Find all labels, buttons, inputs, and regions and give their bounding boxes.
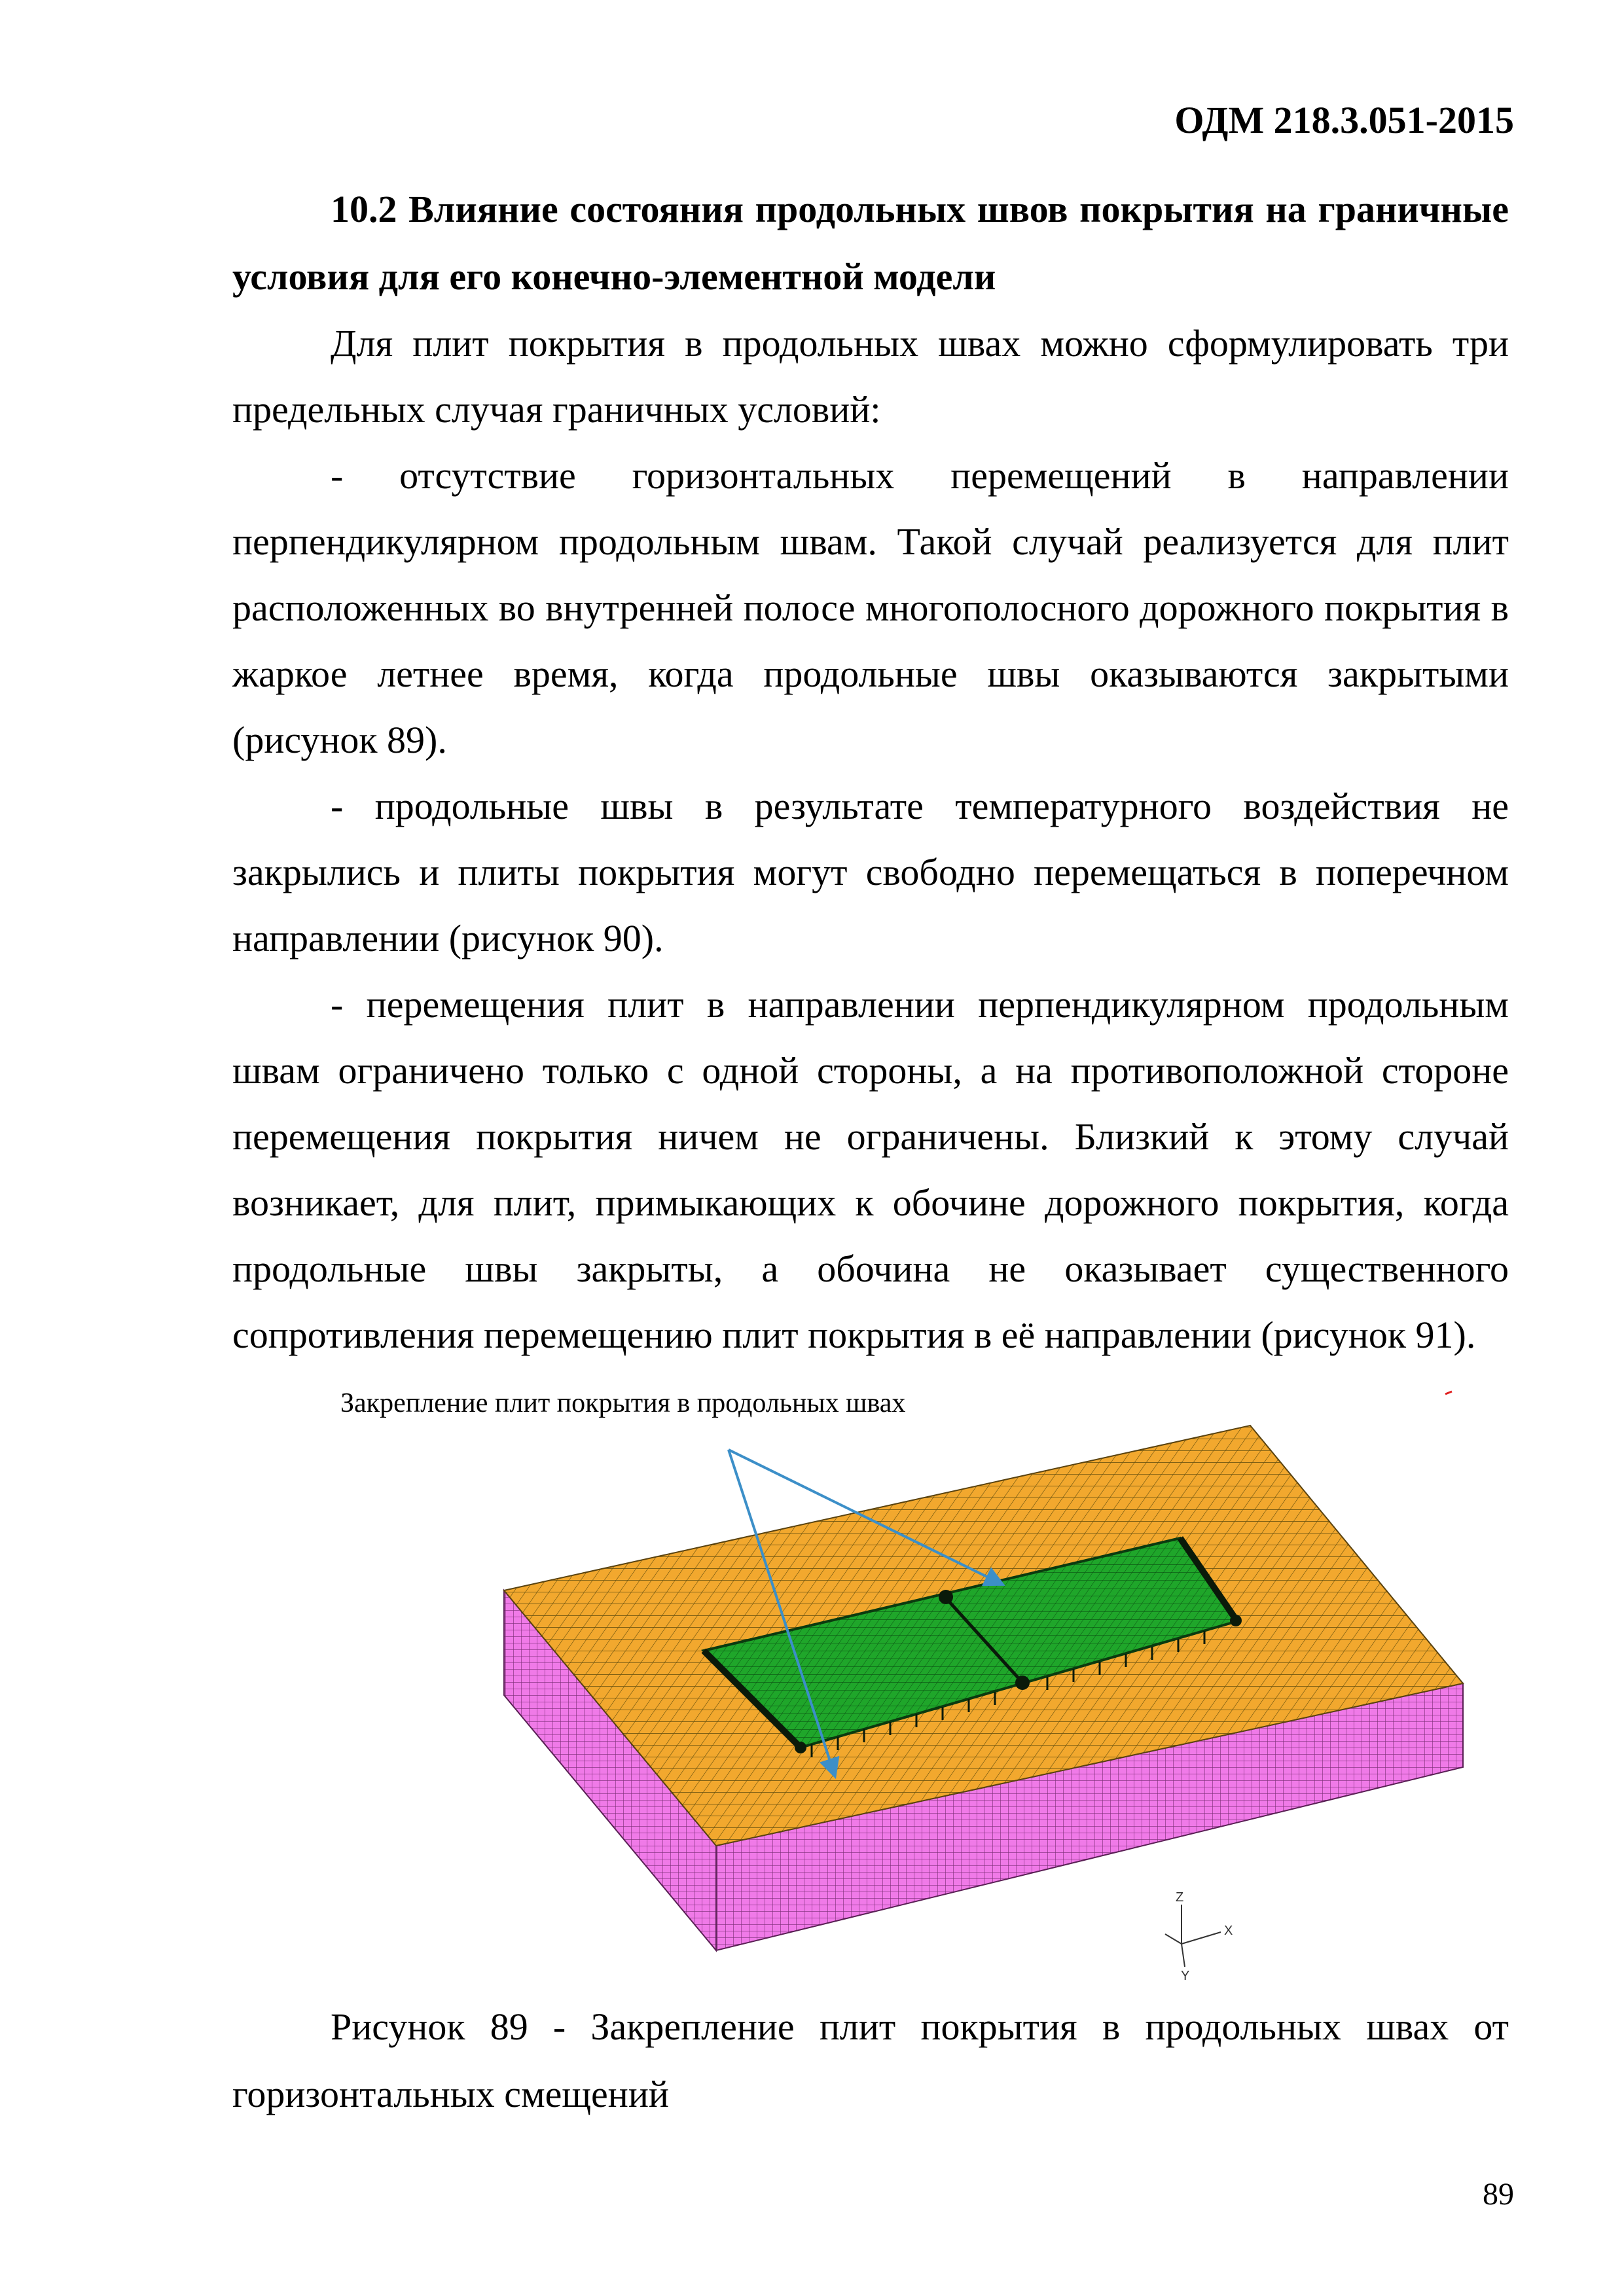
constraint-node — [939, 1590, 953, 1604]
page-number: 89 — [1483, 2177, 1514, 2212]
paragraph-intro: Для плит покрытия в продольных швах можно сформулировать три предельных случая граничных условий: — [232, 322, 1509, 431]
axis-label-z: Z — [1176, 1890, 1184, 1905]
paragraph-case-3: - перемещения плит в направлении перпендикулярном продольным швам ограничено только с одной стороны, а на противоположной стороне перемещения покрытия ничем не ограничены. Близкий к этому случай возникает, для плит, примыкающих к обочине дорожного покрытия, когда продольные швы закрыты, а обочина не оказывает существенного сопротивления перемещению плит покрытия в её направлении (рисунок 91). — [232, 983, 1509, 1356]
axis-label-x: X — [1224, 1924, 1233, 1938]
axis-triad — [1165, 1905, 1221, 1967]
constraint-node — [1230, 1615, 1242, 1626]
paragraph-case-1: - отсутствие горизонтальных перемещений в направлении перпендикулярном продольным швам. Такой случай реализуется для плит расположенных во внутренней полосе многополосного дорожного покрытия в жаркое летнее время, когда продольные швы оказываются закрытыми (рисунок 89). — [232, 454, 1509, 761]
constraint-node — [795, 1742, 806, 1753]
paragraph-case-2: - продольные швы в результате температурного воздействия не закрылись и плиты покрытия могут свободно перемещаться в поперечном направлении (рисунок 90). — [232, 785, 1509, 960]
figure-annotation: Закрепление плит покрытия в продольных швах — [340, 1388, 906, 1418]
document-code: ОДМ 218.3.051-2015 — [1174, 99, 1514, 141]
section-heading: 10.2 Влияние состояния продольных швов покрытия на граничные условия для его конечно-элементной модели — [232, 188, 1509, 298]
figure-caption: Рисунок 89 - Закрепление плит покрытия в продольных швах от горизонтальных смещений — [232, 2005, 1509, 2115]
figure-89 — [340, 1368, 1519, 1983]
body-text — [232, 175, 1509, 1368]
axis-label-y: Y — [1181, 1969, 1190, 1983]
fe-model-illustration — [340, 1368, 1519, 1983]
constraint-node — [1015, 1676, 1030, 1690]
red-mark — [1445, 1391, 1452, 1394]
